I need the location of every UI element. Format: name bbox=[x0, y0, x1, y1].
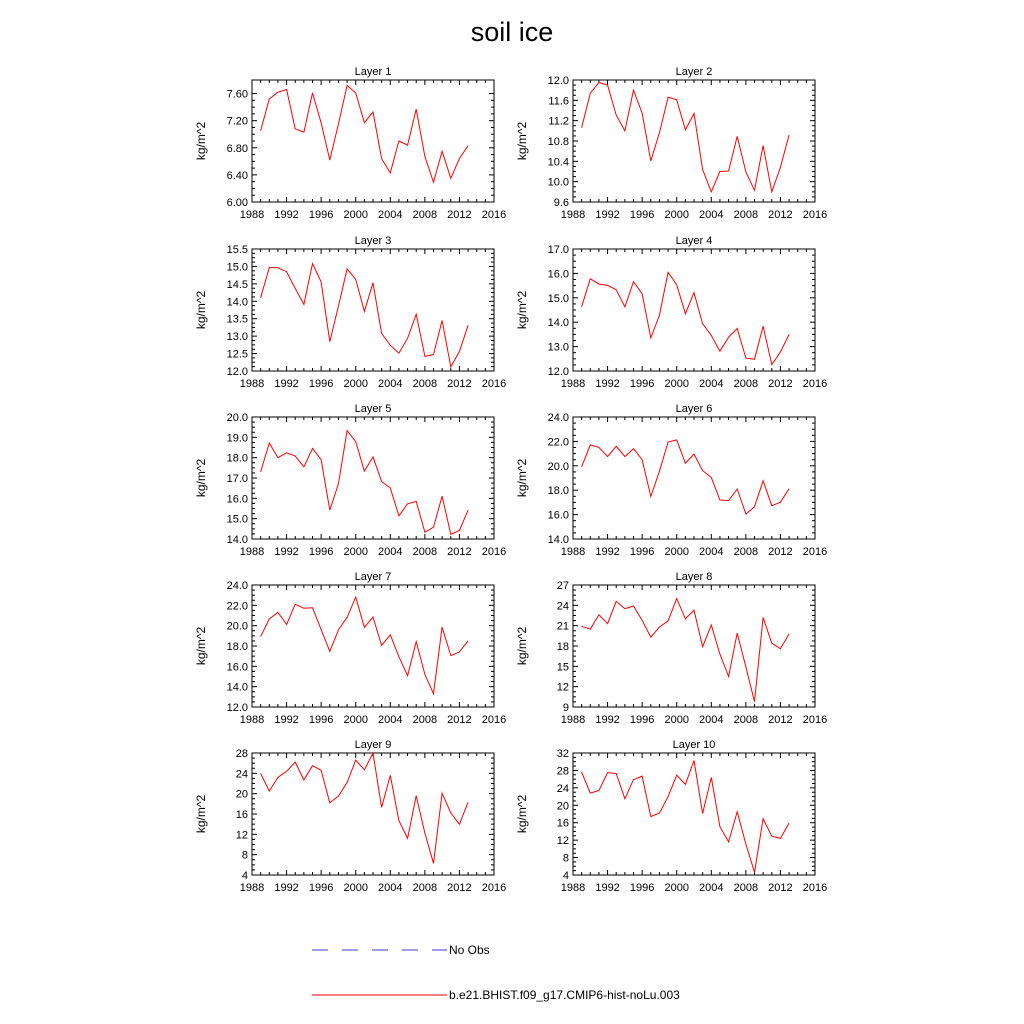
y-tick-label: 20.0 bbox=[226, 412, 248, 424]
x-tick-label: 2008 bbox=[412, 546, 438, 558]
plot-frame bbox=[573, 80, 815, 202]
y-tick-label: 16 bbox=[556, 817, 569, 830]
y-tick-label: 17.0 bbox=[547, 244, 569, 256]
y-tick-label: 24.0 bbox=[226, 580, 248, 592]
plot-frame bbox=[573, 585, 815, 707]
y-tick-label: 9.6 bbox=[553, 197, 569, 209]
panel-2 bbox=[515, 66, 827, 221]
x-tick-label: 1992 bbox=[274, 546, 299, 558]
x-tick-label: 1988 bbox=[560, 209, 586, 221]
y-tick-label: 10.0 bbox=[547, 176, 569, 189]
x-tick-label: 1996 bbox=[308, 209, 334, 221]
panel-6 bbox=[515, 403, 827, 558]
y-tick-label: 14.0 bbox=[226, 534, 248, 546]
y-tick-label: 11.6 bbox=[548, 95, 569, 108]
y-tick-label: 19.0 bbox=[226, 432, 248, 445]
x-tick-label: 1996 bbox=[629, 209, 655, 221]
x-tick-label: 2016 bbox=[481, 714, 507, 726]
x-tick-label: 1988 bbox=[239, 714, 265, 726]
y-tick-label: 10.8 bbox=[547, 136, 569, 148]
y-tick-label: 16.0 bbox=[226, 661, 248, 674]
y-tick-label: 6.40 bbox=[226, 169, 248, 182]
y-axis-label: kg/m^2 bbox=[194, 290, 208, 330]
x-tick-label: 1988 bbox=[239, 546, 265, 558]
y-axis-label: kg/m^2 bbox=[515, 626, 529, 666]
panel-title: Layer 6 bbox=[675, 403, 713, 415]
x-tick-label: 2004 bbox=[699, 378, 724, 390]
plot-frame bbox=[252, 249, 494, 371]
y-tick-label: 24 bbox=[556, 600, 569, 613]
plot-frame bbox=[252, 417, 494, 539]
x-tick-label: 1988 bbox=[560, 378, 586, 390]
y-tick-label: 12.0 bbox=[226, 366, 248, 378]
legend bbox=[312, 943, 680, 1002]
y-tick-label: 15.0 bbox=[226, 513, 248, 526]
x-tick-label: 1988 bbox=[239, 378, 265, 390]
x-tick-label: 2012 bbox=[768, 378, 793, 390]
x-tick-label: 1996 bbox=[308, 714, 334, 726]
x-tick-label: 1996 bbox=[629, 546, 655, 558]
x-tick-label: 1992 bbox=[595, 714, 620, 726]
x-tick-label: 1988 bbox=[560, 714, 586, 726]
x-tick-label: 1992 bbox=[595, 209, 620, 221]
x-tick-label: 1992 bbox=[595, 546, 620, 558]
x-tick-label: 2000 bbox=[343, 714, 368, 726]
y-tick-label: 14.0 bbox=[547, 534, 569, 546]
y-tick-label: 14.0 bbox=[547, 317, 569, 330]
x-tick-label: 1996 bbox=[629, 882, 655, 894]
x-tick-label: 2004 bbox=[378, 209, 403, 221]
x-tick-label: 1988 bbox=[239, 209, 265, 221]
x-tick-label: 1992 bbox=[274, 378, 299, 390]
y-tick-label: 28 bbox=[235, 748, 248, 760]
y-tick-label: 4 bbox=[562, 870, 569, 882]
x-tick-label: 2008 bbox=[733, 714, 759, 726]
series-line bbox=[582, 760, 790, 872]
y-tick-label: 12.0 bbox=[547, 366, 569, 378]
y-axis-label: kg/m^2 bbox=[194, 794, 208, 834]
figure-title: soil ice bbox=[470, 17, 554, 47]
series-line bbox=[261, 597, 469, 694]
panel-title: Layer 10 bbox=[672, 739, 716, 751]
panel-9 bbox=[194, 739, 506, 894]
x-tick-label: 2004 bbox=[378, 714, 403, 726]
x-tick-label: 1992 bbox=[595, 882, 620, 894]
x-tick-label: 2008 bbox=[733, 209, 759, 221]
y-axis-label: kg/m^2 bbox=[515, 794, 529, 834]
y-tick-label: 13.5 bbox=[226, 313, 248, 326]
legend-obs-label: No Obs bbox=[449, 943, 490, 957]
y-tick-label: 20.0 bbox=[547, 460, 569, 473]
y-tick-label: 8 bbox=[241, 849, 248, 862]
y-tick-label: 16.0 bbox=[547, 509, 569, 522]
y-tick-label: 12 bbox=[556, 681, 569, 694]
y-tick-label: 18.0 bbox=[226, 641, 248, 653]
y-tick-label: 8 bbox=[562, 852, 569, 865]
y-tick-label: 15.0 bbox=[547, 292, 569, 305]
panel-title: Layer 2 bbox=[675, 66, 713, 78]
x-tick-label: 2012 bbox=[768, 546, 793, 558]
x-tick-label: 2000 bbox=[343, 378, 368, 390]
x-tick-label: 2012 bbox=[768, 209, 793, 221]
plot-frame bbox=[573, 753, 815, 875]
x-tick-label: 1992 bbox=[595, 378, 620, 390]
series-line bbox=[261, 85, 469, 182]
y-tick-label: 12 bbox=[235, 829, 248, 842]
y-tick-label: 16.0 bbox=[226, 493, 248, 506]
series-line bbox=[261, 431, 469, 535]
panel-8 bbox=[515, 571, 827, 726]
x-tick-label: 2016 bbox=[802, 882, 828, 894]
panel-grid bbox=[194, 66, 827, 894]
x-tick-label: 2008 bbox=[412, 882, 438, 894]
x-tick-label: 2000 bbox=[664, 209, 689, 221]
y-tick-label: 12.5 bbox=[226, 348, 248, 361]
y-tick-label: 18 bbox=[556, 641, 569, 653]
panel-7 bbox=[194, 571, 506, 726]
x-tick-label: 2000 bbox=[664, 378, 689, 390]
x-tick-label: 2004 bbox=[699, 714, 724, 726]
plot-frame bbox=[252, 753, 494, 875]
x-tick-label: 2016 bbox=[481, 546, 507, 558]
panel-1 bbox=[194, 66, 506, 221]
y-tick-label: 32 bbox=[556, 748, 569, 760]
panel-title: Layer 5 bbox=[354, 403, 392, 415]
plot-frame bbox=[252, 585, 494, 707]
x-tick-label: 2012 bbox=[768, 882, 793, 894]
y-tick-label: 22.0 bbox=[226, 600, 248, 613]
x-tick-label: 2012 bbox=[447, 209, 472, 221]
series-line bbox=[582, 83, 790, 192]
x-tick-label: 2004 bbox=[378, 546, 403, 558]
y-axis-label: kg/m^2 bbox=[515, 458, 529, 498]
y-tick-label: 13.0 bbox=[547, 341, 569, 354]
y-tick-label: 14.0 bbox=[226, 681, 248, 694]
y-axis-label: kg/m^2 bbox=[194, 458, 208, 498]
x-tick-label: 1996 bbox=[308, 546, 334, 558]
y-tick-label: 20.0 bbox=[226, 620, 248, 633]
x-tick-label: 2008 bbox=[733, 546, 759, 558]
y-tick-label: 7.60 bbox=[226, 88, 248, 101]
y-tick-label: 16.0 bbox=[547, 268, 569, 281]
y-tick-label: 24.0 bbox=[547, 412, 569, 424]
x-tick-label: 1996 bbox=[308, 882, 334, 894]
x-tick-label: 2012 bbox=[447, 546, 472, 558]
x-tick-label: 2000 bbox=[664, 714, 689, 726]
x-tick-label: 2016 bbox=[481, 882, 507, 894]
x-tick-label: 2000 bbox=[343, 882, 368, 894]
y-axis-label: kg/m^2 bbox=[515, 121, 529, 161]
x-tick-label: 2004 bbox=[378, 378, 403, 390]
y-tick-label: 22.0 bbox=[547, 436, 569, 449]
panel-title: Layer 4 bbox=[675, 235, 713, 247]
x-tick-label: 2016 bbox=[802, 209, 828, 221]
y-tick-label: 13.0 bbox=[226, 331, 248, 344]
y-tick-label: 27 bbox=[556, 580, 569, 592]
series-line bbox=[261, 264, 469, 367]
x-tick-label: 2008 bbox=[733, 378, 759, 390]
x-tick-label: 2008 bbox=[412, 714, 438, 726]
y-tick-label: 6.80 bbox=[226, 142, 248, 155]
panel-title: Layer 7 bbox=[354, 571, 392, 583]
plot-frame bbox=[573, 249, 815, 371]
y-tick-label: 7.20 bbox=[226, 115, 248, 128]
x-tick-label: 2008 bbox=[412, 209, 438, 221]
x-tick-label: 1988 bbox=[560, 546, 586, 558]
x-tick-label: 2008 bbox=[733, 882, 759, 894]
panel-title: Layer 1 bbox=[354, 66, 392, 78]
y-tick-label: 24 bbox=[556, 782, 569, 795]
x-tick-label: 2004 bbox=[699, 209, 724, 221]
panel-4 bbox=[515, 235, 827, 390]
x-tick-label: 2000 bbox=[343, 546, 368, 558]
x-tick-label: 2012 bbox=[447, 714, 472, 726]
y-tick-label: 21 bbox=[556, 620, 569, 633]
y-tick-label: 14.5 bbox=[226, 278, 248, 291]
x-tick-label: 1992 bbox=[274, 714, 299, 726]
y-tick-label: 11.2 bbox=[548, 115, 569, 128]
x-tick-label: 2012 bbox=[447, 378, 472, 390]
y-tick-label: 15.5 bbox=[226, 244, 248, 256]
x-tick-label: 2012 bbox=[768, 714, 793, 726]
series-line bbox=[582, 272, 790, 364]
series-line bbox=[582, 599, 790, 702]
x-tick-label: 1992 bbox=[274, 882, 299, 894]
y-tick-label: 4 bbox=[241, 870, 248, 882]
panel-title: Layer 9 bbox=[354, 739, 392, 751]
y-tick-label: 28 bbox=[556, 765, 569, 778]
y-tick-label: 15.0 bbox=[226, 261, 248, 274]
x-tick-label: 2016 bbox=[802, 378, 828, 390]
y-tick-label: 14.0 bbox=[226, 296, 248, 309]
x-tick-label: 1988 bbox=[560, 882, 586, 894]
panel-title: Layer 3 bbox=[354, 235, 392, 247]
y-axis-label: kg/m^2 bbox=[515, 290, 529, 330]
y-axis-label: kg/m^2 bbox=[194, 626, 208, 666]
y-axis-label: kg/m^2 bbox=[194, 121, 208, 161]
x-tick-label: 2016 bbox=[481, 378, 507, 390]
y-tick-label: 6.00 bbox=[226, 197, 248, 209]
panel-5 bbox=[194, 403, 506, 558]
y-tick-label: 20 bbox=[556, 800, 569, 813]
x-tick-label: 2016 bbox=[481, 209, 507, 221]
y-tick-label: 17.0 bbox=[226, 473, 248, 485]
x-tick-label: 1996 bbox=[629, 714, 655, 726]
panel-10 bbox=[515, 739, 827, 894]
y-tick-label: 24 bbox=[235, 768, 248, 781]
y-tick-label: 18.0 bbox=[547, 485, 569, 498]
y-tick-label: 20 bbox=[235, 788, 248, 801]
x-tick-label: 2004 bbox=[699, 882, 724, 894]
y-tick-label: 10.4 bbox=[547, 156, 569, 169]
series-line bbox=[582, 440, 790, 514]
y-tick-label: 18.0 bbox=[226, 452, 248, 465]
x-tick-label: 2000 bbox=[664, 882, 689, 894]
y-tick-label: 15 bbox=[556, 661, 569, 674]
y-tick-label: 12 bbox=[556, 835, 569, 848]
y-tick-label: 12.0 bbox=[226, 702, 248, 714]
x-tick-label: 1988 bbox=[239, 882, 265, 894]
x-tick-label: 2004 bbox=[378, 882, 403, 894]
panel-3 bbox=[194, 235, 506, 390]
y-tick-label: 9 bbox=[562, 702, 569, 714]
x-tick-label: 2008 bbox=[412, 378, 438, 390]
panel-title: Layer 8 bbox=[675, 571, 713, 583]
x-tick-label: 2012 bbox=[447, 882, 472, 894]
plot-frame bbox=[573, 417, 815, 539]
legend-model-label: b.e21.BHIST.f09_g17.CMIP6-hist-noLu.003 bbox=[449, 988, 680, 1002]
x-tick-label: 2004 bbox=[699, 546, 724, 558]
x-tick-label: 1996 bbox=[629, 378, 655, 390]
y-tick-label: 16 bbox=[235, 809, 248, 821]
x-tick-label: 2000 bbox=[664, 546, 689, 558]
x-tick-label: 1992 bbox=[274, 209, 299, 221]
x-tick-label: 1996 bbox=[308, 378, 334, 390]
series-line bbox=[261, 753, 469, 863]
x-tick-label: 2000 bbox=[343, 209, 368, 221]
x-tick-label: 2016 bbox=[802, 714, 828, 726]
x-tick-label: 2016 bbox=[802, 546, 828, 558]
y-tick-label: 12.0 bbox=[547, 75, 569, 87]
